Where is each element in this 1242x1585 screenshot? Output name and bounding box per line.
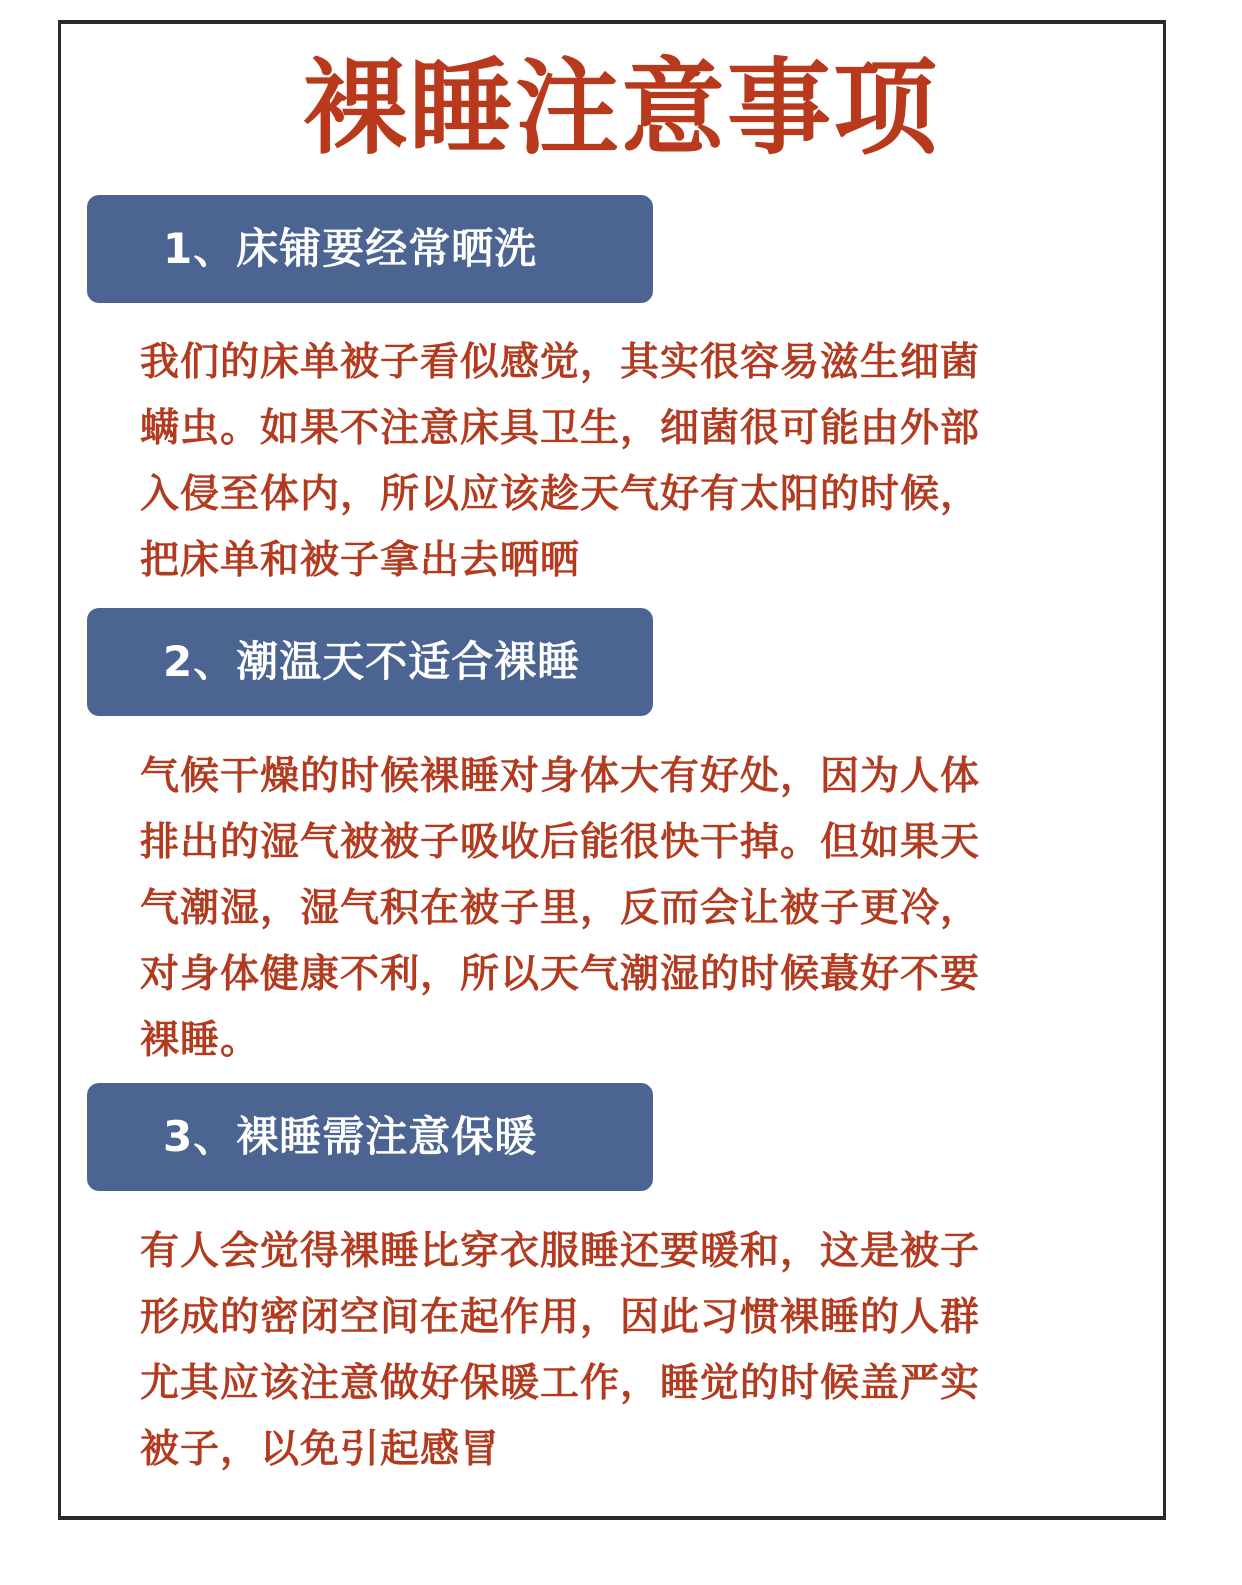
section-3-body (140, 1219, 1100, 1483)
section-2-body (140, 744, 1100, 1074)
section-1-line: 螨虫。如果不注意床具卫生，细菌很可能由外部 (140, 406, 981, 451)
section-2-line: 对身体健康不利，所以天气潮湿的时候蕞好不要 (140, 952, 981, 997)
section-2-line: 裸睡。 (140, 1018, 261, 1063)
section-1-heading: 1、床铺要经常晒洗 (87, 195, 653, 303)
section-2-line: 气潮湿，湿气积在被子里，反而会让被子更冷， (140, 886, 981, 931)
section-3-line: 有人会觉得裸睡比穿衣服睡还要暖和，这是被子 (140, 1229, 981, 1274)
section-1-line: 入侵至体内，所以应该趁天气好有太阳的时候， (140, 472, 981, 517)
section-3-heading: 3、裸睡需注意保暖 (87, 1083, 653, 1191)
section-3-line: 尤其应该注意做好保暖工作，睡觉的时候盖严实 (140, 1361, 981, 1406)
section-1-line: 我们的床单被子看似感觉，其实很容易滋生细菌 (140, 340, 981, 385)
page-title: 裸睡注意事项 (302, 47, 939, 169)
section-2-line: 排出的湿气被被子吸收后能很快干掉。但如果天 (140, 820, 981, 865)
section-2-heading: 2、潮温天不适合裸睡 (87, 608, 653, 716)
section-3-line: 形成的密闭空间在起作用，因此习惯裸睡的人群 (140, 1295, 981, 1340)
section-1-line: 把床单和被子拿出去晒晒 (140, 538, 581, 583)
section-1-body (140, 330, 1100, 594)
section-3-line: 被子，以免引起感冒 (140, 1427, 501, 1472)
section-2-line: 气候干燥的时候裸睡对身体大有好处，因为人体 (140, 754, 981, 799)
